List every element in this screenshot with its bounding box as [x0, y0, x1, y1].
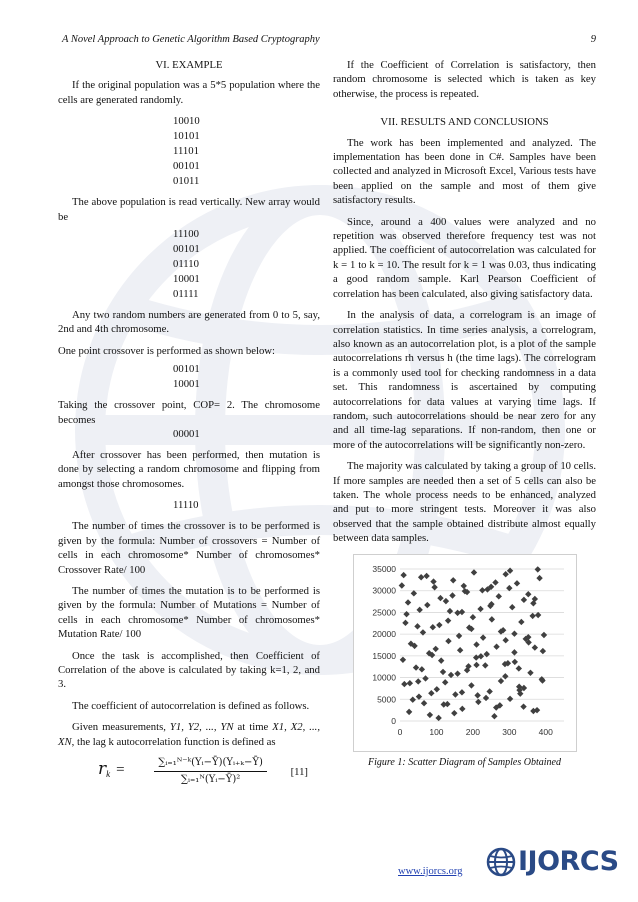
paragraph: The majority was calculated by taking a group of 10 cells. If more samples are needed then a set of 5 cells can also be taken. The whole process needs to be enhanced, analyzed and put to more stringent tests. Moreover it was also observed that the sample obtained distribute almost equally between data samples. — [333, 460, 596, 545]
data-point — [418, 666, 424, 672]
paragraph: Any two random numbers are generated from 0 to 5, say, 2nd and 4th chromosome. — [58, 309, 320, 336]
paragraph: If the original population was a 5*5 population where the cells are generated randomly. — [58, 79, 320, 106]
running-title: A Novel Approach to Genetic Algorithm Based Cryptography — [62, 34, 320, 45]
x-tick-label: 0 — [397, 726, 402, 737]
data-point — [446, 608, 452, 614]
data-point — [502, 637, 508, 643]
data-point — [452, 691, 458, 697]
paragraph: In the analysis of data, a correlogram is an image of correlation statistics. In time series analysis, a correlogram, also known as an autocorrelation plot, is a plot of the sample autocorrelations rh versus h (the time lags). The correlogram is a commonly used tool for checking randomness in a data set. This randomness is ascertained by computing autocorrelations for data values at varying time lags. If random, such autocorrelations should be near zero for any and all time-lag separations. If non-random, then one or more of the autocorrelations will be significantly non-zero. — [333, 309, 596, 451]
data-point — [511, 658, 517, 664]
data-point — [423, 572, 429, 578]
y-tick-label: 5000 — [376, 693, 396, 704]
data-point — [474, 692, 480, 698]
data-point — [401, 680, 407, 686]
data-point — [419, 629, 425, 635]
data-point — [429, 624, 435, 630]
paragraph: The number of times the mutation is to be performed is given by the formula: Number of Mutations = Number of cells in each chromosome* Number of chromosomes* Mutation Rate/ 100 — [58, 584, 320, 641]
data-point — [403, 611, 409, 617]
data-point — [509, 604, 515, 610]
data-point — [495, 593, 501, 599]
data-point — [456, 647, 462, 653]
data-point — [428, 690, 434, 696]
chromosome: 01111 — [173, 288, 199, 301]
chromosome: 11110 — [173, 499, 199, 512]
journal-link[interactable]: www.ijorcs.org — [398, 866, 463, 877]
data-point — [444, 700, 450, 706]
data-point — [531, 644, 537, 650]
data-point — [441, 679, 447, 685]
data-point — [506, 695, 512, 701]
x-tick-label: 300 — [501, 726, 516, 737]
formula-lhs: $r_k$ = — [98, 759, 125, 780]
data-point — [529, 612, 535, 618]
data-point — [415, 678, 421, 684]
paragraph: The number of times the crossover is to be performed is given by the formula: Number of crossovers = Number of cells in each chromosome* Number of chromosomes* Crossover Rate/ 100 — [58, 520, 320, 576]
data-point — [518, 618, 524, 624]
paragraph: The above population is read vertically. New array would be — [58, 196, 320, 223]
y-tick-label: 30000 — [371, 585, 396, 596]
chromosome: 10001 — [173, 378, 200, 391]
x-tick-label: 200 — [465, 726, 480, 737]
population-block — [173, 114, 320, 189]
data-point — [442, 598, 448, 604]
data-point — [455, 632, 461, 638]
paragraph: The coefficient of autocorrelation is defined as follows. — [72, 699, 310, 712]
data-point — [454, 670, 460, 676]
data-point — [479, 634, 485, 640]
data-point — [405, 708, 411, 714]
chromosome: 11101 — [173, 145, 199, 158]
data-point — [458, 608, 464, 614]
data-point — [402, 619, 408, 625]
data-point — [437, 594, 443, 600]
scatter-chart — [353, 554, 577, 752]
data-point — [451, 710, 457, 716]
data-point — [527, 669, 533, 675]
data-point — [424, 601, 430, 607]
y-tick-label: 10000 — [371, 672, 396, 683]
data-point — [439, 668, 445, 674]
left-column — [58, 58, 320, 788]
data-point — [445, 637, 451, 643]
data-point — [417, 574, 423, 580]
data-point — [473, 661, 479, 667]
y-tick-label: 0 — [390, 715, 396, 726]
data-point — [404, 599, 410, 605]
paragraph: Taking the crossover point, COP= 2. The chromosome becomes — [58, 399, 320, 426]
paragraph: After crossover has been performed, then mutation is done by selecting a random chromosome and flipping from amongst those chromosomes. — [58, 449, 320, 490]
section-heading-example: VI. EXAMPLE — [155, 59, 223, 71]
data-point — [426, 711, 432, 717]
data-point — [477, 653, 483, 659]
chromosome: 00001 — [173, 428, 200, 441]
y-tick-label: 20000 — [371, 628, 396, 639]
data-point — [420, 700, 426, 706]
data-point — [459, 705, 465, 711]
data-point — [540, 631, 546, 637]
data-point — [430, 578, 436, 584]
data-point — [412, 664, 418, 670]
data-point — [483, 651, 489, 657]
data-point — [470, 569, 476, 575]
scatter-chart-svg — [354, 555, 576, 751]
right-column — [333, 58, 596, 770]
chromosome: 10101 — [173, 130, 200, 143]
data-point — [433, 686, 439, 692]
data-point — [406, 680, 412, 686]
data-point — [482, 662, 488, 668]
paragraph: One point crossover is performed as shown below: — [58, 344, 275, 357]
population-block — [173, 227, 320, 302]
data-point — [400, 571, 406, 577]
formula-numerator: ∑ᵢ₌₁ᴺ⁻ᵏ(Yᵢ−Ȳ)(Yᵢ₊ₖ−Ȳ) — [154, 756, 267, 772]
chromosome: 10001 — [173, 273, 200, 286]
chromosome: 10010 — [173, 115, 200, 128]
data-point — [472, 654, 478, 660]
y-tick-label: 35000 — [371, 563, 396, 574]
data-point — [436, 621, 442, 627]
data-point — [515, 665, 521, 671]
data-point — [502, 571, 508, 577]
data-point — [513, 580, 519, 586]
data-point — [506, 567, 512, 573]
y-tick-label: 15000 — [371, 650, 396, 661]
data-point — [511, 630, 517, 636]
data-point — [479, 587, 485, 593]
data-point — [536, 575, 542, 581]
data-point — [497, 677, 503, 683]
mutation-result — [173, 498, 320, 513]
data-point — [520, 596, 526, 602]
formula-fraction — [154, 756, 267, 788]
chromosome: 00101 — [173, 363, 200, 376]
data-point — [473, 641, 479, 647]
data-point — [469, 614, 475, 620]
crossover-result — [173, 427, 320, 442]
paragraph: The work has been implemented and analyzed. The implementation has been done in C#. Samples have been collected and analyzed in Microsoft Excel, Various tests have been applied on the sample and most of them give satisfactory results. — [333, 136, 596, 207]
section-heading-results: VII. RESULTS AND CONCLUSIONS — [380, 116, 549, 129]
data-point — [502, 673, 508, 679]
figure-caption: Figure 1: Scatter Diagram of Samples Obtained — [368, 756, 561, 768]
data-point — [520, 703, 526, 709]
paragraph: Since, around a 400 values were analyzed and no repetition was observed therefore frequency test was not applied. The coefficient of autocorrelation was calculated for k = 1 to k = 10. The result for k = 1 was 0.03, thus indicating a good random sample. Karl Pearson Coefficient of correlation has been calculated, also giving satisfactory data. — [333, 215, 596, 300]
data-point — [511, 649, 517, 655]
data-point — [437, 657, 443, 663]
data-point — [444, 617, 450, 623]
chromosome: 00101 — [173, 160, 200, 173]
data-point — [477, 605, 483, 611]
autocorrelation-formula — [58, 756, 320, 788]
formula-denominator: ∑ᵢ₌₁ᴺ(Yᵢ−Ȳ)² — [180, 774, 241, 786]
time-vars: X1, X2, ..., XN — [58, 721, 320, 748]
data-point — [460, 582, 466, 588]
paragraph: Given measurements, Y1, Y2, ..., YN at time X1, X2, ..., XN, the lag k autocorrelation function is defined as — [58, 721, 320, 748]
journal-logo — [486, 846, 619, 877]
measurement-vars: Y1, Y2, ..., YN — [169, 721, 234, 734]
paragraph: Once the task is accomplished, then Coefficient of Correlation of the above is calculated by taking k=1, 2, and 3. — [58, 649, 320, 691]
paragraph: If the Coefficient of Correlation is satisfactory, then random chromosome is selected which is taken as key otherwise, the process is repeated. — [333, 59, 596, 100]
data-point — [450, 577, 456, 583]
data-point — [493, 643, 499, 649]
x-tick-label: 100 — [428, 726, 444, 737]
data-point — [468, 682, 474, 688]
globe-logo-icon — [486, 847, 516, 877]
x-tick-label: 400 — [538, 726, 553, 737]
data-point — [431, 584, 437, 590]
data-point — [435, 714, 441, 720]
data-point — [534, 566, 540, 572]
data-point — [539, 647, 545, 653]
chromosome: 00101 — [173, 243, 200, 256]
formula-reference: [11] — [290, 765, 308, 778]
data-point — [409, 696, 415, 702]
data-point — [482, 694, 488, 700]
page-header — [62, 34, 596, 45]
data-point — [399, 656, 405, 662]
chromosome: 01011 — [173, 175, 200, 188]
data-point — [492, 579, 498, 585]
data-point — [422, 675, 428, 681]
logo-text: IJORCS — [518, 846, 619, 877]
data-point — [525, 591, 531, 597]
crossover-block — [173, 362, 320, 392]
data-point — [432, 645, 438, 651]
data-point — [449, 592, 455, 598]
chromosome: 11100 — [173, 228, 199, 241]
data-point — [398, 582, 404, 588]
data-point — [491, 713, 497, 719]
data-point — [414, 623, 420, 629]
chromosome: 01110 — [173, 258, 199, 271]
y-tick-label: 25000 — [371, 607, 396, 618]
data-point — [486, 688, 492, 694]
data-point — [458, 689, 464, 695]
data-point — [488, 616, 494, 622]
page-number: 9 — [590, 34, 596, 45]
